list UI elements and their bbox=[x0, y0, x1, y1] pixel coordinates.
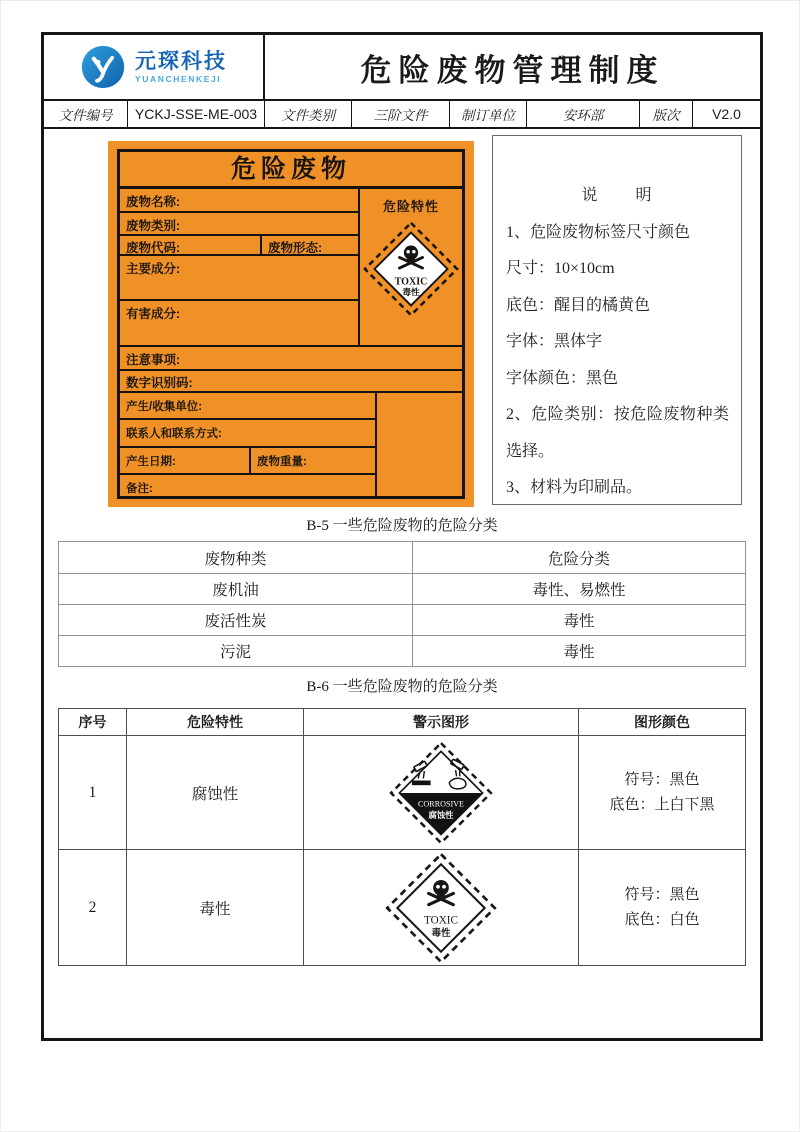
doc-category-label: 文件类别 bbox=[265, 101, 352, 127]
field-waste-weight: 废物重量: bbox=[257, 456, 307, 468]
table-row bbox=[59, 635, 745, 666]
table-row bbox=[59, 735, 745, 849]
column-header: 废物种类 bbox=[59, 542, 413, 573]
version-label: 版次 bbox=[640, 101, 693, 127]
waste-type-cell: 废机油 bbox=[59, 574, 413, 604]
note-line: 2、危险类别：按危险废物种类选择。 bbox=[506, 406, 729, 460]
notes-title: 说 明 bbox=[581, 187, 654, 204]
field-harmful-components: 有害成分: bbox=[126, 307, 181, 321]
table-row bbox=[59, 604, 745, 635]
label-title: 危险废物 bbox=[120, 152, 462, 189]
field-contact: 联系人和联系方式: bbox=[120, 420, 375, 448]
hazard-column-title: 危险特性 bbox=[382, 199, 439, 214]
doc-number-value: YCKJ-SSE-ME-003 bbox=[128, 101, 265, 127]
brand-name-en: YUANCHENKEJI bbox=[135, 73, 222, 84]
hazard-class-cell: 毒性 bbox=[563, 644, 595, 661]
note-line: 尺寸：10×10cm bbox=[506, 260, 615, 277]
doc-category-value: 三阶文件 bbox=[352, 101, 450, 127]
table-b5-caption: B-5 一些危险废物的危险分类 bbox=[306, 518, 498, 534]
svg-text:TOXIC: TOXIC bbox=[424, 914, 458, 927]
background-color-text: 底色：上白下黑 bbox=[609, 796, 715, 813]
field-precautions: 注意事项: bbox=[120, 347, 462, 371]
issuing-unit-value: 安环部 bbox=[527, 101, 640, 127]
field-main-components: 主要成分: bbox=[120, 256, 358, 301]
hazardous-waste-label bbox=[108, 141, 474, 507]
field-generator-unit: 产生/收集单位: bbox=[120, 393, 375, 420]
toxic-diamond-icon bbox=[385, 852, 497, 964]
note-line: 3、材料为印刷品。 bbox=[506, 479, 643, 496]
hazard-name-cell: 腐蚀性 bbox=[127, 736, 304, 849]
notes-box bbox=[492, 135, 742, 505]
field-waste-form: 废物形态: bbox=[268, 241, 323, 255]
document-meta-row bbox=[44, 101, 760, 129]
label-empty-cell bbox=[377, 393, 462, 496]
note-line: 底色：醒目的橘黄色 bbox=[506, 296, 651, 314]
field-waste-category: 废物类别: bbox=[120, 213, 358, 236]
row-number-cell: 1 bbox=[59, 736, 127, 849]
label-and-notes-section bbox=[44, 129, 760, 511]
hazard-class-cell: 毒性 bbox=[563, 613, 595, 630]
note-line: 字体：黑体字 bbox=[506, 333, 603, 350]
field-waste-code: 废物代码: bbox=[120, 236, 262, 254]
note-line: 1、危险废物标签尺寸颜色 bbox=[506, 223, 691, 241]
field-digital-id: 数字识别码: bbox=[120, 371, 462, 393]
company-logo-icon bbox=[80, 44, 126, 90]
symbol-color-text: 符号：黑色 bbox=[624, 886, 700, 903]
field-waste-name: 废物名称: bbox=[120, 189, 358, 213]
page-title: 危险废物管理制度 bbox=[360, 52, 665, 88]
waste-type-cell: 污泥 bbox=[59, 636, 413, 666]
field-generation-date: 产生日期: bbox=[120, 448, 251, 473]
column-header: 序号 bbox=[59, 709, 127, 735]
table-row bbox=[59, 573, 745, 604]
table-row bbox=[59, 849, 745, 965]
toxic-diamond-icon bbox=[363, 221, 459, 317]
column-header: 危险分类 bbox=[547, 550, 610, 568]
document-page bbox=[41, 32, 763, 1041]
table-b5 bbox=[58, 541, 746, 667]
corrosive-diamond-icon bbox=[389, 741, 493, 845]
row-number-cell: 2 bbox=[59, 850, 127, 965]
svg-text:腐蚀性: 腐蚀性 bbox=[428, 809, 454, 820]
hazard-class-cell: 毒性、易燃性 bbox=[532, 582, 626, 599]
table-b5-header-row bbox=[59, 542, 745, 573]
svg-text:毒性: 毒性 bbox=[431, 927, 451, 939]
waste-type-cell: 废活性炭 bbox=[59, 605, 413, 635]
svg-text:CORROSIVE: CORROSIVE bbox=[418, 799, 464, 809]
note-line: 字体颜色：黑色 bbox=[506, 369, 619, 387]
doc-number-label: 文件编号 bbox=[44, 101, 128, 127]
hazard-name-cell: 毒性 bbox=[127, 850, 304, 965]
background-color-text: 底色：白色 bbox=[624, 911, 700, 928]
table-b6-caption: B-6 一些危险废物的危险分类 bbox=[306, 679, 498, 695]
issuing-unit-label: 制订单位 bbox=[450, 101, 527, 127]
symbol-color-text: 符号：黑色 bbox=[624, 771, 700, 788]
table-b6 bbox=[58, 708, 746, 966]
header bbox=[44, 35, 760, 101]
svg-text:毒性: 毒性 bbox=[402, 286, 420, 297]
svg-text:TOXIC: TOXIC bbox=[394, 276, 428, 288]
logo bbox=[44, 35, 265, 99]
brand-name: 元琛科技 bbox=[135, 49, 227, 73]
column-header: 警示图形 bbox=[304, 709, 579, 735]
column-header: 危险特性 bbox=[127, 709, 304, 735]
field-remark: 备注: bbox=[126, 483, 153, 495]
table-b6-header-row bbox=[59, 709, 745, 735]
version-value: V2.0 bbox=[712, 106, 741, 122]
column-header: 图形颜色 bbox=[634, 714, 690, 730]
